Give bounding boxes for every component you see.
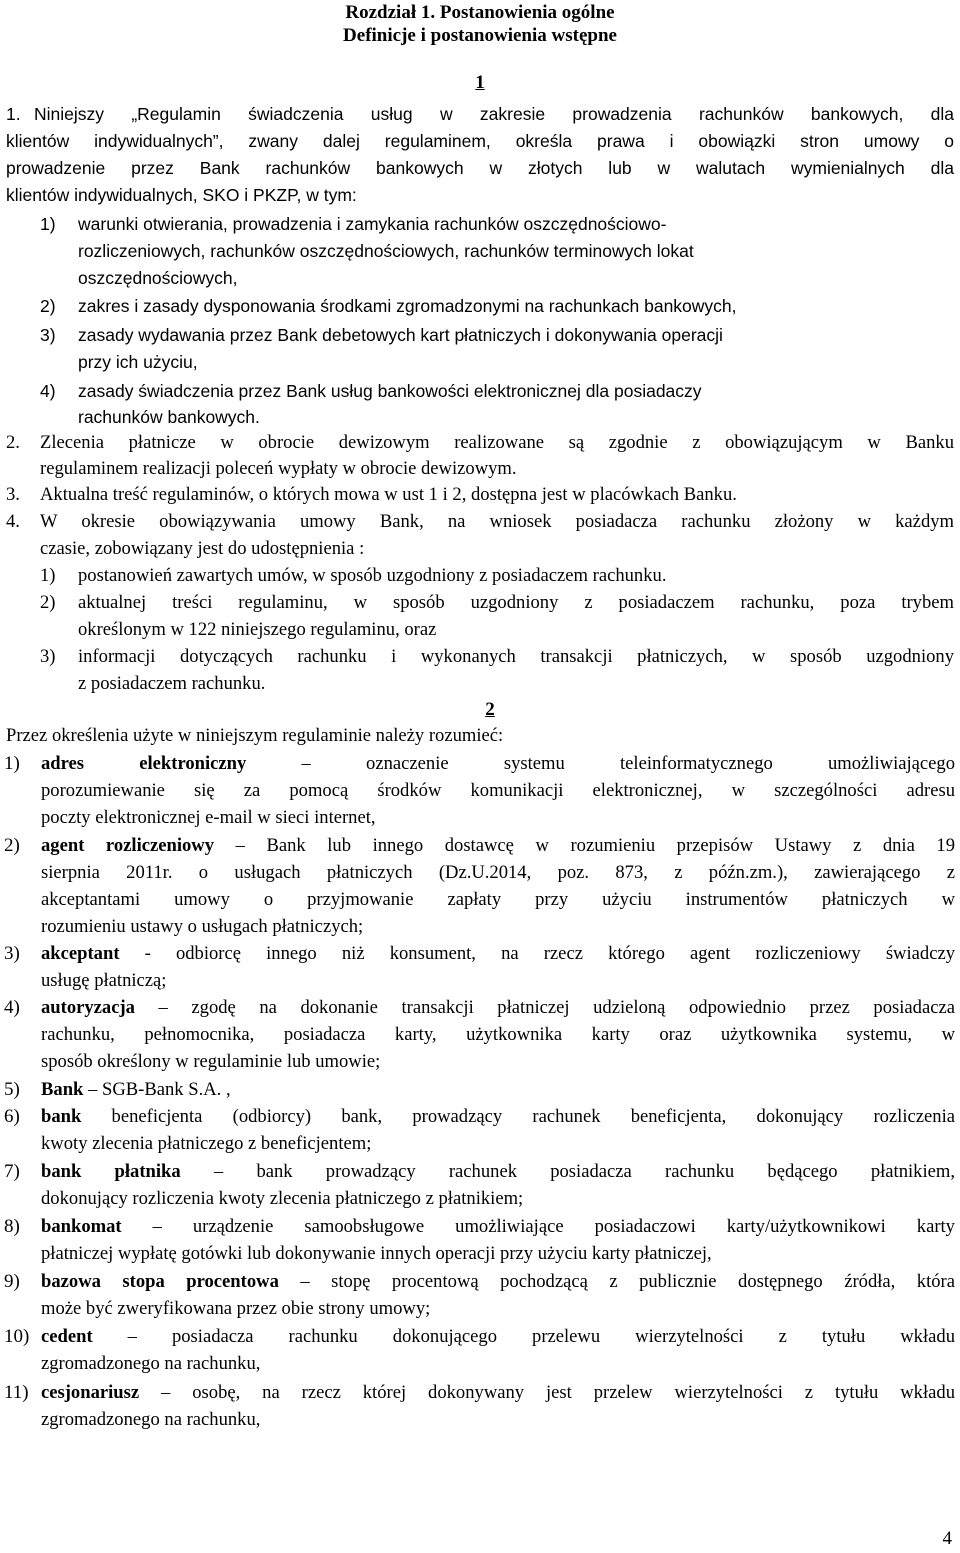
definition-text: - odbiorcę innego niż konsument, na rzecz którego agent rozliczeniowy świadczy: [119, 943, 955, 964]
paragraph-line: prowadzenie przez Bank rachunków bankowych w złotych lub w walutach wymienialnych dla: [6, 158, 954, 178]
definition-text: zgodę na dokonanie transakcji płatniczej udzieloną odpowiednio przez posiadacza: [167, 997, 955, 1018]
definition-term: adres elektroniczny: [41, 753, 247, 774]
list-item-line: przy ich użyciu,: [78, 352, 198, 372]
definition-number: 10): [4, 1326, 30, 1347]
definition-text: osobę, na rzecz której dokonywany jest przelew wierzytelności z tytułu wkładu: [170, 1382, 955, 1403]
paragraph-number: 2.: [6, 432, 20, 453]
definition-term: Bank: [41, 1079, 84, 1100]
chapter-title: Rozdział 1. Postanowienia ogólne: [345, 2, 615, 23]
list-number: 2): [40, 592, 56, 613]
definition-line: sierpnia 2011r. o usługach płatniczych (Dz.U.2014, poz. 873, z późn.zm.), zawierającego z: [41, 862, 955, 883]
section-1-heading: 1: [475, 72, 485, 93]
list-item-line: postanowień zawartych umów, w sposób uzgodniony z posiadaczem rachunku.: [78, 565, 667, 586]
paragraph-line: W okresie obowiązywania umowy Bank, na wniosek posiadacza rachunku złożony w każdym: [40, 511, 954, 532]
list-item-line: zakres i zasady dysponowania środkami zgromadzonymi na rachunkach bankowych,: [78, 296, 737, 316]
paragraph-number: 3.: [6, 484, 20, 505]
list-number: 3): [40, 646, 56, 667]
section-2-heading: 2: [485, 699, 495, 720]
list-item-line: aktualnej treści regulaminu, w sposób uzgodniony z posiadaczem rachunku, poza trybem: [78, 592, 954, 613]
definition-term: bank płatnika: [41, 1161, 181, 1182]
definition-term: akceptant: [41, 943, 120, 964]
paragraph-line: klientów indywidualnych, SKO i PKZP, w tym:: [6, 185, 357, 205]
definition-line: usługę płatniczą;: [41, 970, 167, 991]
list-number: 2): [40, 296, 56, 316]
list-item-line: zasady świadczenia przez Bank usług bankowości elektronicznej dla posiadaczy: [78, 381, 702, 401]
list-item-line: warunki otwierania, prowadzenia i zamykania rachunków oszczędnościowo-: [78, 214, 667, 234]
definition-number: 9): [4, 1271, 20, 1292]
definition-number: 3): [4, 943, 20, 964]
paragraph-number: 4.: [6, 511, 20, 532]
definition-line: sposób określony w regulaminie lub umowie;: [41, 1051, 381, 1072]
definition-number: 4): [4, 997, 20, 1018]
definition-text: oznaczenie systemu teleinformatycznego umożliwiającego: [310, 753, 956, 774]
definition-term: cedent: [41, 1326, 93, 1347]
definition-line: dokonujący rozliczenia kwoty zlecenia płatniczego z płatnikiem;: [41, 1188, 524, 1209]
definition-line: kwoty zlecenia płatniczego z beneficjentem;: [41, 1133, 372, 1154]
definition-text: Bank lub innego dostawcę w rozumieniu przepisów Ustawy z dnia 19: [244, 835, 955, 856]
definition-term: agent rozliczeniowy: [41, 835, 215, 856]
list-number: 1): [40, 214, 56, 234]
list-item-line: informacji dotyczących rachunku i wykonanych transakcji płatniczych, w sposób uzgodniony: [78, 646, 954, 667]
definition-term: bank: [41, 1106, 82, 1127]
definition-first-line: bazowa stopa procentowa – stopę procentową pochodzącą z publicznie dostępnego źródła, która: [41, 1271, 955, 1292]
list-item-line: określonym w 122 niniejszego regulaminu, oraz: [78, 619, 437, 640]
section-2-intro: Przez określenia użyte w niniejszym regulaminie należy rozumieć:: [6, 725, 504, 746]
definition-line: zgromadzonego na rachunku,: [41, 1353, 261, 1374]
definition-text: bank prowadzący rachunek posiadacza rachunku będącego płatnikiem,: [223, 1161, 956, 1182]
definition-line: może być zweryfikowana przez obie strony umowy;: [41, 1298, 431, 1319]
definition-first-line: agent rozliczeniowy – Bank lub innego dostawcę w rozumieniu przepisów Ustawy z dnia 19: [41, 835, 955, 856]
definition-term: autoryzacja: [41, 997, 135, 1018]
paragraph-line: Niniejszy „Regulamin świadczenia usług w zakresie prowadzenia rachunków bankowych, dla: [34, 104, 954, 124]
definition-line: akceptantami umowy o przyjmowanie zapłaty przy użyciu instrumentów płatniczych w: [41, 889, 955, 910]
definition-first-line: [41, 1104, 955, 1131]
page-number: 4: [942, 1528, 952, 1549]
definition-number: 1): [4, 753, 20, 774]
definition-line: rozumieniu ustawy o usługach płatniczych;: [41, 916, 364, 937]
list-item-line: rozliczeniowych, rachunków oszczędnościowych, rachunków terminowych lokat: [78, 241, 694, 261]
definition-text: stopę procentową pochodzącą z publicznie dostępnego źródła, która: [309, 1271, 955, 1292]
list-item-line: rachunków bankowych.: [78, 407, 260, 427]
definition-first-line: bankomat – urządzenie samoobsługowe umożliwiające posiadaczowi karty/użytkownikowi karty: [41, 1216, 955, 1237]
list-number: 1): [40, 565, 56, 586]
definition-line: poczty elektronicznej e-mail w sieci internet,: [41, 807, 376, 828]
definition-number: 6): [4, 1106, 20, 1127]
definition-first-line: autoryzacja – zgodę na dokonanie transakcji płatniczej udzieloną odpowiednio przez posiadacza: [41, 997, 955, 1018]
chapter-subtitle: Definicje i postanowienia wstępne: [343, 25, 617, 46]
definition-number: 11): [4, 1382, 29, 1403]
paragraph-line: czasie, zobowiązany jest do udostępnienia :: [40, 538, 365, 559]
definition-number: 5): [4, 1079, 20, 1100]
list-number: 3): [40, 325, 56, 345]
definition-number: 8): [4, 1216, 20, 1237]
paragraph-line: Aktualna treść regulaminów, o których mowa w ust 1 i 2, dostępna jest w placówkach Banku.: [40, 484, 737, 505]
definition-first-line: cedent – posiadacza rachunku dokonującego przelewu wierzytelności z tytułu wkładu: [41, 1326, 955, 1347]
definition-term: bazowa stopa procentowa: [41, 1271, 279, 1292]
definition-first-line: [41, 941, 955, 968]
definition-text: urządzenie samoobsługowe umożliwiające posiadaczowi karty/użytkownikowi karty: [161, 1216, 955, 1237]
definition-first-line: Bank – SGB-Bank S.A. ,: [41, 1079, 231, 1100]
definition-first-line: adres elektroniczny – oznaczenie systemu teleinformatycznego umożliwiającego: [41, 753, 956, 774]
definition-line: zgromadzonego na rachunku,: [41, 1409, 261, 1430]
definition-number: 7): [4, 1161, 20, 1182]
list-item-line: z posiadaczem rachunku.: [78, 673, 266, 694]
definition-first-line: bank płatnika – bank prowadzący rachunek posiadacza rachunku będącego płatnikiem,: [41, 1161, 956, 1182]
definition-line: porozumiewanie się za pomocą środków komunikacji elektronicznej, w szczególności adresu: [41, 780, 955, 801]
definition-number: 2): [4, 835, 20, 856]
definition-line: płatniczej wypłatę gotówki lub dokonywanie innych operacji przy użyciu karty płatniczej,: [41, 1243, 712, 1264]
list-number: 4): [40, 381, 56, 401]
paragraph-line: Zlecenia płatnicze w obrocie dewizowym realizowane są zgodnie z obowiązującym w Banku: [40, 432, 954, 453]
definition-text: beneficjenta (odbiorcy) bank, prowadzący rachunek beneficjenta, dokonujący rozliczenia: [81, 1106, 955, 1127]
paragraph-line: klientów indywidualnych”, zwany dalej regulaminem, określa prawa i obowiązki stron umowy o: [6, 131, 954, 151]
list-item-line: zasady wydawania przez Bank debetowych kart płatniczych i dokonywania operacji: [78, 325, 723, 345]
paragraph-number: 1.: [6, 104, 21, 124]
list-item-line: oszczędnościowych,: [78, 268, 238, 288]
paragraph-line: regulaminem realizacji poleceń wypłaty w obrocie dewizowym.: [40, 458, 517, 479]
definition-line: rachunku, pełnomocnika, posiadacza karty, użytkownika karty oraz użytkownika systemu, w: [41, 1024, 955, 1045]
definition-text: posiadacza rachunku dokonującego przelewu wierzytelności z tytułu wkładu: [136, 1326, 955, 1347]
definition-first-line: cesjonariusz – osobę, na rzecz której dokonywany jest przelew wierzytelności z tytułu wkładu: [41, 1382, 955, 1403]
definition-term: cesjonariusz: [41, 1382, 140, 1403]
definition-term: bankomat: [41, 1216, 122, 1237]
definition-text: SGB-Bank S.A. ,: [97, 1079, 231, 1100]
